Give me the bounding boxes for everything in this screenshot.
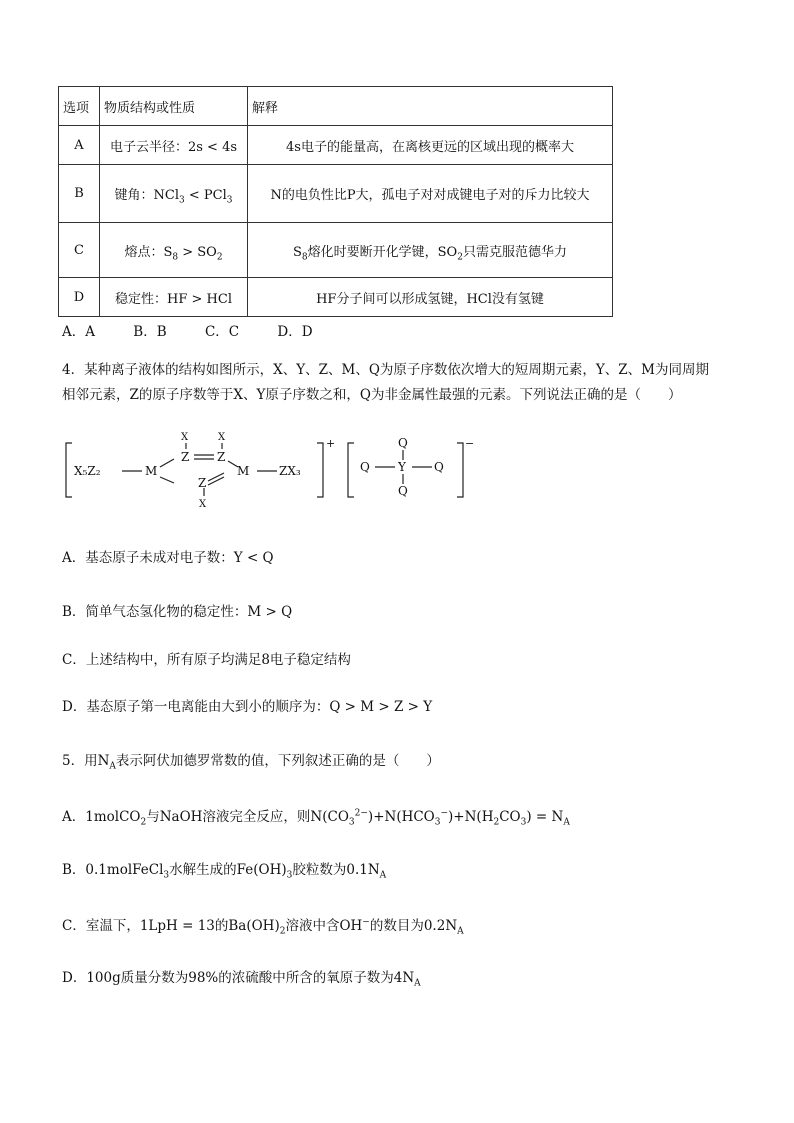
row-explanation: HF分子间可以形成氢键，HCl没有氢键 <box>248 278 613 317</box>
atom-x: X <box>218 432 226 443</box>
atom-q: Q <box>360 460 370 474</box>
q3-table <box>58 86 613 317</box>
atom-x: X <box>181 432 189 443</box>
row-property: 电子云半径：2s < 4s <box>100 126 248 165</box>
atom-q: Q <box>398 484 408 498</box>
row-explanation: N的电负性比P大，孤电子对对成键电子对的斥力比较大 <box>248 165 613 223</box>
answer-a[interactable]: A．A <box>62 324 95 340</box>
atom-q: Q <box>398 436 408 450</box>
q5-option-b[interactable]: B．0.1molFeCl$_3$水解生成的$Fe(OH)_3$胶粒数为$0.1N_A$ <box>62 862 387 881</box>
cation-charge: + <box>326 437 336 450</box>
atom-m: M <box>145 464 158 478</box>
table-row <box>59 223 613 278</box>
row-option: D <box>59 278 100 317</box>
q5-stem: 5．用$N_A$表示阿伏加德罗常数的值，下列叙述正确的是（ ） <box>62 753 440 772</box>
atom-x: X <box>199 499 207 510</box>
row-option: B <box>59 165 100 223</box>
q4-option-c[interactable]: C．上述结构中，所有原子均满足8电子稳定结构 <box>62 652 351 668</box>
row-explanation: $S_8$熔化时要断开化学键，$SO_2$只需克服范德华力 <box>248 223 613 278</box>
answer-b[interactable]: B．B <box>133 324 167 340</box>
header-property: 物质结构或性质 <box>100 87 248 126</box>
row-property: 稳定性：HF > HCl <box>100 278 248 317</box>
q5-option-a[interactable]: A．1molCO$_2$与NaOH溶液完全反应，则$N(CO_3^{2-})+N(HCO_3^-)+N(H_2CO_3) = N_A$ <box>62 808 570 828</box>
row-property: 键角：NCl$_3$ < PCl$_3$ <box>100 165 248 223</box>
table-header-row <box>59 87 613 126</box>
q3-answer-options <box>62 320 347 340</box>
row-explanation: 4s电子的能量高，在离核更远的区域出现的概率大 <box>248 126 613 165</box>
q4-option-d[interactable]: D．基态原子第一电离能由大到小的顺序为：Q > M > Z > Y <box>62 699 433 715</box>
row-option: A <box>59 126 100 165</box>
q4-option-a[interactable]: A．基态原子未成对电子数：Y < Q <box>62 550 274 566</box>
ionic-liquid-structure-diagram <box>62 425 482 515</box>
answer-c[interactable]: C．C <box>204 324 240 340</box>
atom-z: Z <box>198 476 207 490</box>
row-option: C <box>59 223 100 278</box>
header-option: 选项 <box>59 87 100 126</box>
atom-z: Z <box>181 450 190 464</box>
group-label: ZX₃ <box>279 464 301 478</box>
group-label: X₅Z₂ <box>74 464 101 478</box>
q4-stem-line1: 4．某种离子液体的结构如图所示，X、Y、Z、M、Q为原子序数依次增大的短周期元素，Y、Z、M为同周期 <box>62 362 709 378</box>
q5-option-c[interactable]: C．室温下，1LpH = 13的$Ba(OH)_2$溶液中含OH−的数目为$0.2N_A$ <box>62 917 464 937</box>
anion-charge: − <box>465 437 475 450</box>
atom-q: Q <box>434 460 444 474</box>
header-explanation: 解释 <box>248 87 613 126</box>
table-row <box>59 126 613 165</box>
q4-stem-line2: 相邻元素，Z的原子序数等于X、Y原子序数之和，Q为非金属性最强的元素。下列说法正确的是（ ） <box>62 387 682 403</box>
atom-y: Y <box>398 460 406 474</box>
answer-d[interactable]: D．D <box>277 324 313 340</box>
q4-option-b[interactable]: B．简单气态氢化物的稳定性：M > Q <box>62 604 293 620</box>
table-row <box>59 278 613 317</box>
q5-option-d[interactable]: D．100g质量分数为98%的浓硫酸中所含的氧原子数为$4N_A$ <box>62 970 421 989</box>
table-row <box>59 165 613 223</box>
atom-m: M <box>237 464 250 478</box>
atom-z: Z <box>217 450 226 464</box>
row-property: 熔点：$S_8 > SO_2$ <box>100 223 248 278</box>
